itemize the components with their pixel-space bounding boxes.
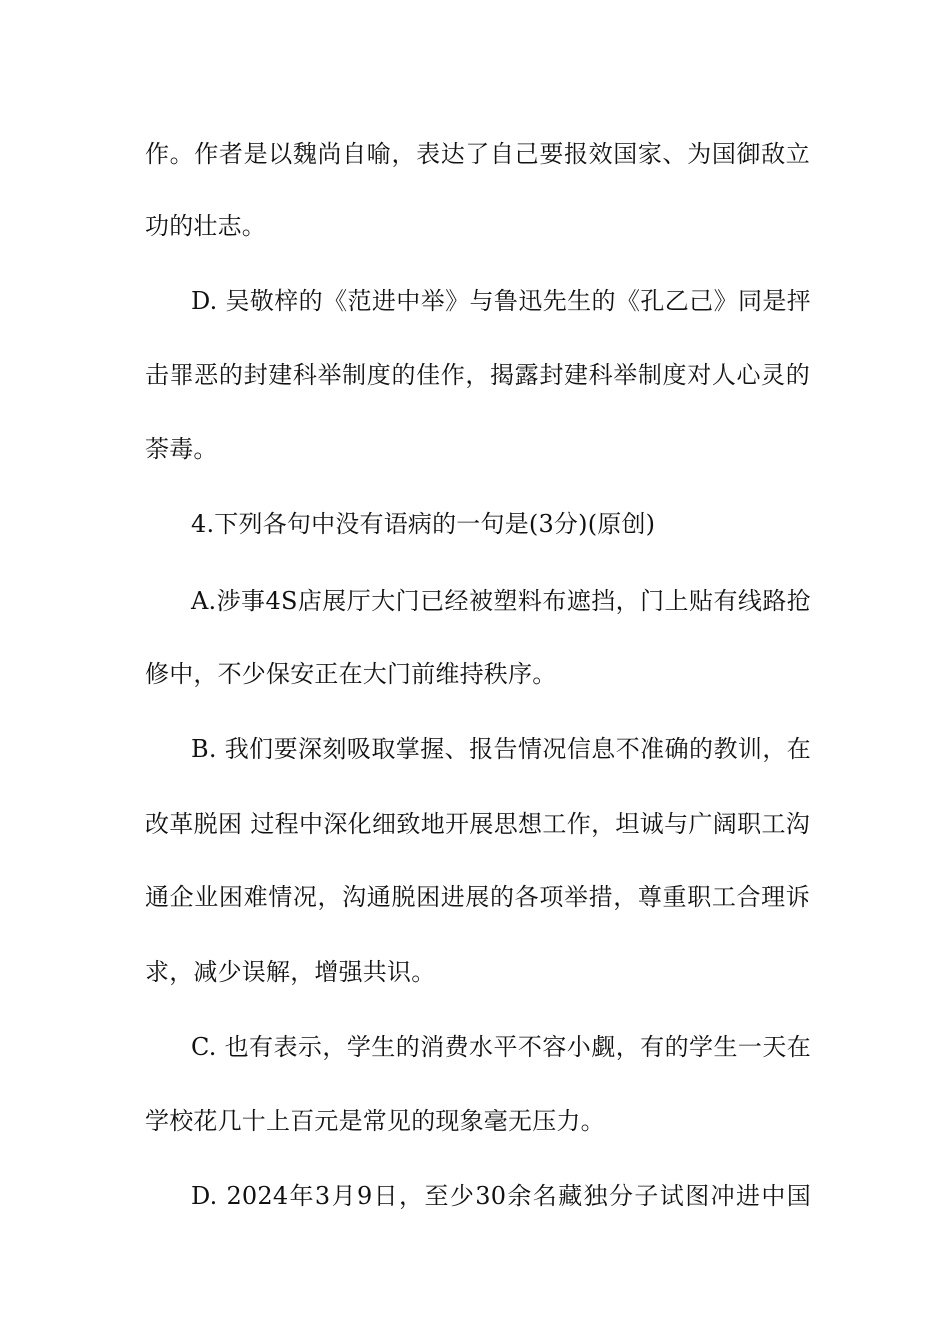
text-line: B. 我们要深刻吸取掌握、报告情况信息不准确的教训，在 bbox=[191, 735, 811, 763]
text-line: C. 也有表示，学生的消费水平不容小觑，有的学生一天在 bbox=[191, 1033, 811, 1061]
text-line: 改革脱困 过程中深化细致地开展思想工作，坦诚与广阔职工沟 bbox=[145, 810, 810, 838]
question-heading: 4.下列各句中没有语病的一句是(3分)(原创) bbox=[191, 510, 656, 538]
text-line: A.涉事4S店展厅大门已经被塑料布遮挡，门上贴有线路抢 bbox=[191, 587, 811, 615]
text-line: 学校花几十上百元是常见的现象毫无压力。 bbox=[145, 1107, 605, 1135]
text-line: 作。作者是以魏尚自喻，表达了自己要报效国家、为国御敌立 bbox=[145, 140, 810, 168]
text-line: 荼毒。 bbox=[145, 435, 218, 463]
text-line: 功的壮志。 bbox=[145, 212, 266, 240]
text-line: D. 2024年3月9日，至少30余名藏独分子试图冲进中国 bbox=[191, 1182, 811, 1210]
text-line: 修中，不少保安正在大门前维持秩序。 bbox=[145, 660, 557, 688]
text-line: 击罪恶的封建科举制度的佳作，揭露封建科举制度对人心灵的 bbox=[145, 361, 810, 389]
text-line: D. 吴敬梓的《范进中举》与鲁迅先生的《孔乙己》同是抨 bbox=[191, 287, 811, 315]
text-line: 通企业困难情况，沟通脱困进展的各项举措，尊重职工合理诉 bbox=[145, 883, 810, 911]
text-line: 求，减少误解，增强共识。 bbox=[145, 958, 436, 986]
